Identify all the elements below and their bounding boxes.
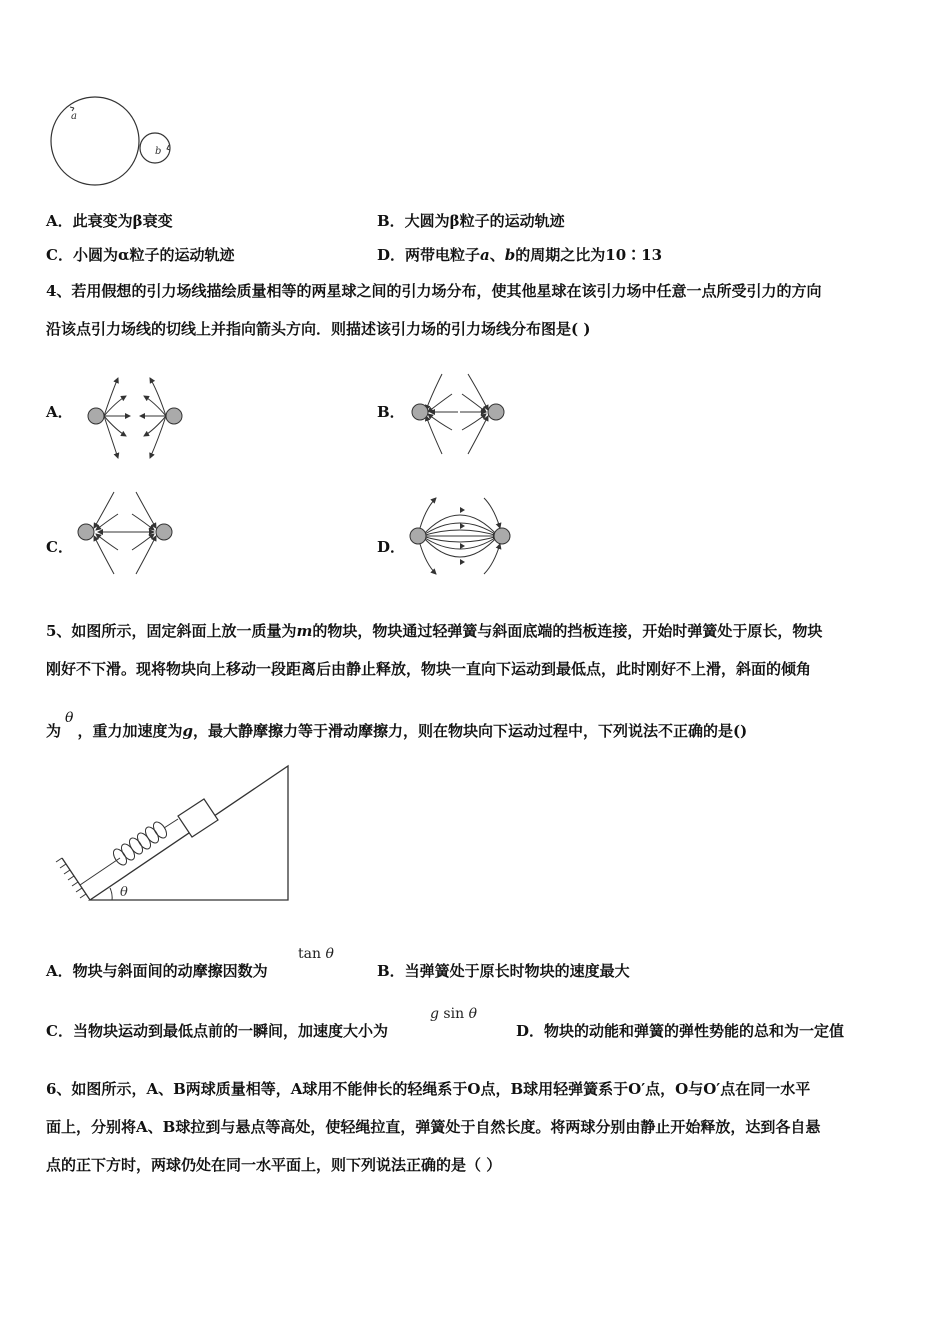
field-diagram-c — [74, 488, 178, 576]
q5-option-c-math — [430, 1006, 477, 1022]
field-diagram-d — [406, 494, 514, 576]
fig-label-a: a — [71, 111, 77, 122]
q5-option-c-theta: θ — [468, 1006, 477, 1022]
q5-line3-post: ，最大静摩擦力等于滑动摩擦力，则在物块向下运动过程中，下列说法不正确的是() — [192, 722, 748, 740]
q4-stem-line2: 沿该点引力场线的切线上并指向箭头方向．则描述该引力场的引力场线分布图是( ) — [46, 320, 591, 338]
q5-option-a-fn: tan — [298, 946, 321, 962]
q5-option-c-fn: sin — [443, 1006, 465, 1022]
q3-option-d-mid: 、 — [489, 246, 505, 264]
incline-spring-figure — [54, 764, 294, 906]
fig-label-b: b — [155, 146, 162, 157]
q5-line1-m: m — [296, 622, 313, 640]
q4-stem-line1: 4、若用假想的引力场线描绘质量相等的两星球之间的引力场分布，使其他星球在该引力场中任意一点所受引力的方向 — [46, 282, 822, 300]
q5-stem-line3 — [46, 710, 748, 741]
field-diagram-b — [408, 370, 512, 458]
q4-label-c: C． — [46, 538, 73, 556]
q5-stem-line2: 刚好不下滑。现将物块向上移动一段距离后由静止释放，物块一直向下运动到最低点，此时刚好不上滑，斜面的倾角 — [46, 660, 812, 678]
incline-angle-label: θ — [120, 885, 128, 900]
q3-option-d-post: 的周期之比为10∶13 — [515, 246, 663, 264]
q3-option-a: A．此衰变为β衰变 — [46, 212, 173, 230]
q5-line1-pre: 5、如图所示，固定斜面上放一质量为 — [46, 622, 297, 640]
q5-option-b: B．当弹簧处于原长时物块的速度最大 — [377, 962, 630, 980]
q4-label-a: A． — [46, 403, 73, 421]
q5-option-d: D．物块的动能和弹簧的弹性势能的总和为一定值 — [516, 1022, 845, 1040]
q3-option-c: C．小圆为α粒子的运动轨迹 — [46, 246, 235, 264]
q5-line3-pre: 为 — [46, 722, 62, 740]
q5-stem-line1 — [46, 620, 822, 641]
q3-option-d-b: b — [504, 246, 516, 264]
q5-theta: θ — [65, 710, 74, 726]
q3-option-d — [377, 244, 662, 265]
decay-orbit-figure — [48, 96, 178, 192]
q6-stem-line3: 点的正下方时，两球仍处在同一水平面上，则下列说法正确的是（ ） — [46, 1156, 502, 1174]
q5-line1-post: 的物块，物块通过轻弹簧与斜面底端的挡板连接，开始时弹簧处于原长，物块 — [312, 622, 823, 640]
q5-option-c: C．当物块运动到最低点前的一瞬间，加速度大小为 — [46, 1022, 388, 1040]
q5-line3-g: g — [182, 722, 193, 740]
q3-option-b: B．大圆为β粒子的运动轨迹 — [377, 212, 565, 230]
q6-stem-line1: 6、如图所示，A、B两球质量相等，A球用不能伸长的轻绳系于O点，B球用轻弹簧系于O′点，O与O′点在同一水平 — [46, 1080, 811, 1098]
q4-label-d: D． — [377, 538, 406, 556]
q6-stem-line2: 面上，分别将A、B球拉到与悬点等高处，使轻绳拉直，弹簧处于自然长度。将两球分别由静止开始释放，达到各自悬 — [46, 1118, 821, 1136]
q5-option-a-math — [298, 946, 334, 962]
q5-option-a-theta: θ — [325, 946, 334, 962]
q5-option-a: A．物块与斜面间的动摩擦因数为 — [46, 962, 268, 980]
q5-option-c-g: g — [430, 1006, 439, 1022]
q4-label-b: B． — [377, 403, 405, 421]
q5-line3-mid: ，重力加速度为 — [77, 722, 183, 740]
q3-option-d-pre: D．两带电粒子 — [377, 246, 481, 264]
field-diagram-a — [84, 372, 186, 464]
q3-option-d-a: a — [480, 246, 490, 264]
